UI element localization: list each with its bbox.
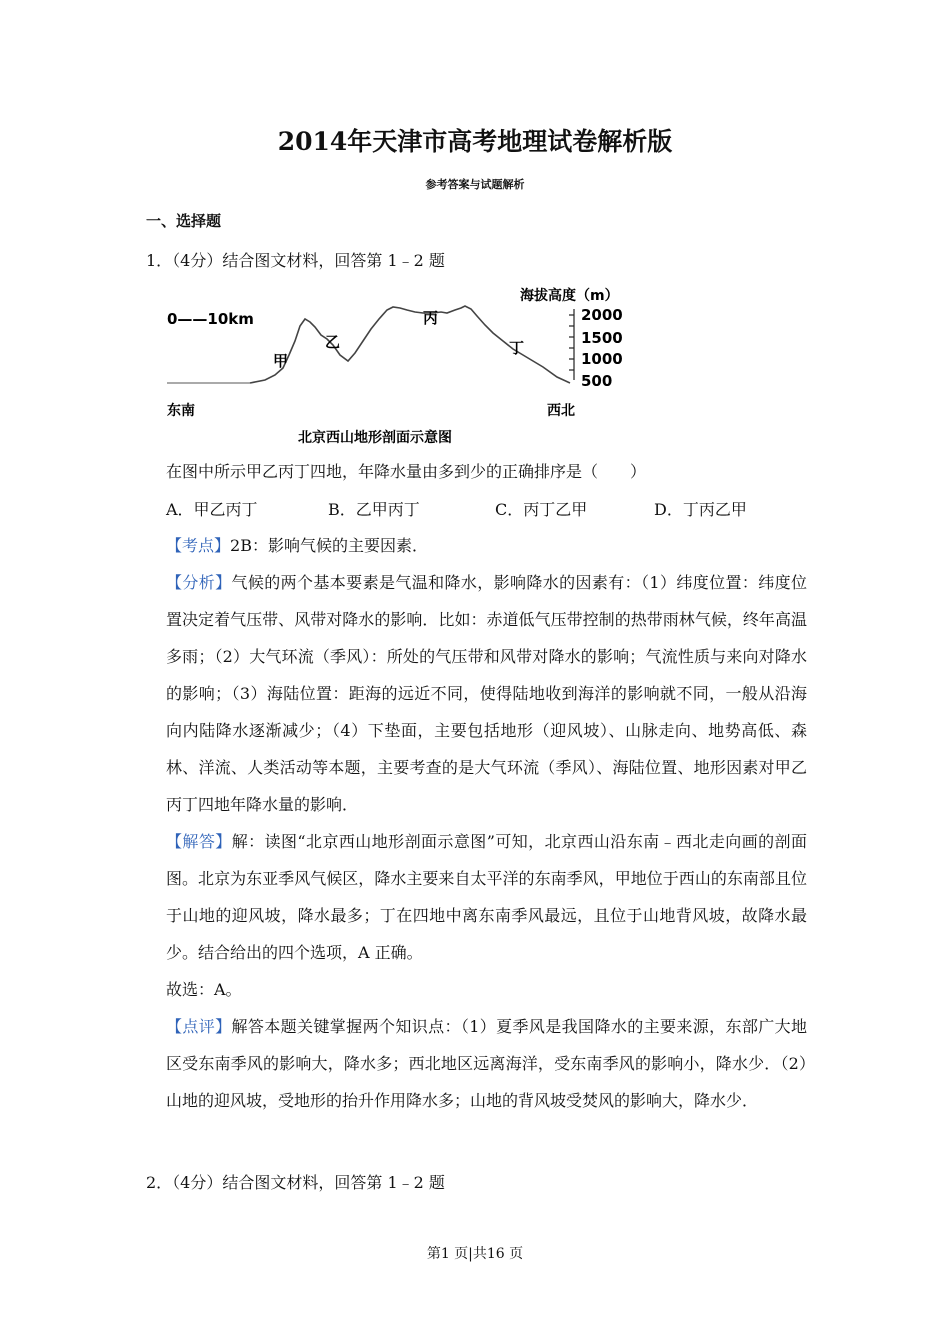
kaodian-text: 2B：影响气候的主要因素． (230, 536, 428, 555)
fenxi-text: 气候的两个基本要素是气温和降水，影响降水的因素有：（1）纬度位置：纬度位置决定着气压带、风带对降水的影响．比如：赤道低气压带控制的热带雨林气候，终年高温多雨；（2）大气环流（季风）：所处的气压带和风带对降水的影响；气流性质与来向对降水的影响；（3）海陆位置：距海的远近不同，使得陆地收到海洋的影响就不同，一般从沿海向内陆降水逐渐减少；（4）下垫面，主要包括地形（迎风坡）、山脉走向、地势高低、森林、洋流、人类活动等本题，主要考查的是大气环流（季风）、海陆位置、地形因素对甲乙丙丁四地年降水量的影响． (166, 573, 807, 814)
option-c: C．丙丁乙甲 (495, 500, 588, 519)
option-b: B．乙甲丙丁 (328, 500, 420, 519)
dianping-tag: 【点评】 (166, 1017, 232, 1036)
option-a: A．甲乙丙丁 (166, 500, 258, 519)
question-1-text: 在图中所示甲乙丙丁四地，年降水量由多到少的正确排序是（ ） (166, 462, 647, 481)
figure-scale: 0——10km (167, 310, 254, 328)
question-2-stem: 2．（4分）结合图文材料，回答第 1﹣2 题 (146, 1173, 445, 1192)
option-d: D．丁丙乙甲 (654, 500, 747, 519)
label-jia: 甲 (273, 352, 289, 370)
kaodian-paragraph (166, 527, 807, 564)
figure-axis-title: 海拔高度（m） (520, 288, 619, 304)
label-yi: 乙 (325, 333, 341, 351)
fenxi-tag: 【分析】 (166, 573, 232, 592)
label-bing: 丙 (423, 309, 439, 327)
jieda-paragraph (166, 823, 807, 971)
kaodian-tag: 【考点】 (166, 536, 231, 555)
tick-label-500: 500 (581, 372, 613, 390)
answer-line: 故选：A。 (166, 980, 242, 999)
figure-caption: 北京西山地形剖面示意图 (298, 430, 452, 446)
figure-end-northwest: 西北 (547, 403, 575, 419)
page-footer: 第1 页|共16 页 (426, 1246, 524, 1262)
fenxi-paragraph (166, 564, 807, 823)
dianping-text: 解答本题关键掌握两个知识点：（1）夏季风是我国降水的主要来源，东部广大地区受东南季风的影响大，降水多；西北地区远离海洋，受东南季风的影响小，降水少．（2）山地的迎风坡，受地形的抬升作用降水多；山地的背风坡受焚风的影响大，降水少． (166, 1017, 807, 1110)
tick-label-1500: 1500 (581, 329, 623, 347)
label-ding: 丁 (509, 339, 525, 357)
page-title: 2014年天津市高考地理试卷解析版 (277, 127, 673, 156)
figure-end-southeast: 东南 (167, 403, 195, 419)
section-heading: 一、选择题 (146, 212, 222, 230)
jieda-text: 解：读图“北京西山地形剖面示意图”可知，北京西山沿东南﹣西北走向画的剖面图。北京为东亚季风气候区，降水主要来自太平洋的东南季风，甲地位于西山的东南部且位于山地的迎风坡，降水最多；丁在四地中离东南季风最远，且位于山地背风坡，故降水最少。结合给出的四个选项，A 正确。 (166, 832, 807, 962)
page-subtitle: 参考答案与试题解析 (425, 178, 525, 191)
jieda-tag: 【解答】 (166, 832, 232, 851)
terrain-profile-figure (165, 283, 635, 449)
tick-label-2000: 2000 (581, 306, 623, 324)
dianping-paragraph (166, 1008, 807, 1119)
tick-label-1000: 1000 (581, 350, 623, 368)
question-1-stem: 1．（4分）结合图文材料，回答第 1﹣2 题 (146, 251, 445, 270)
